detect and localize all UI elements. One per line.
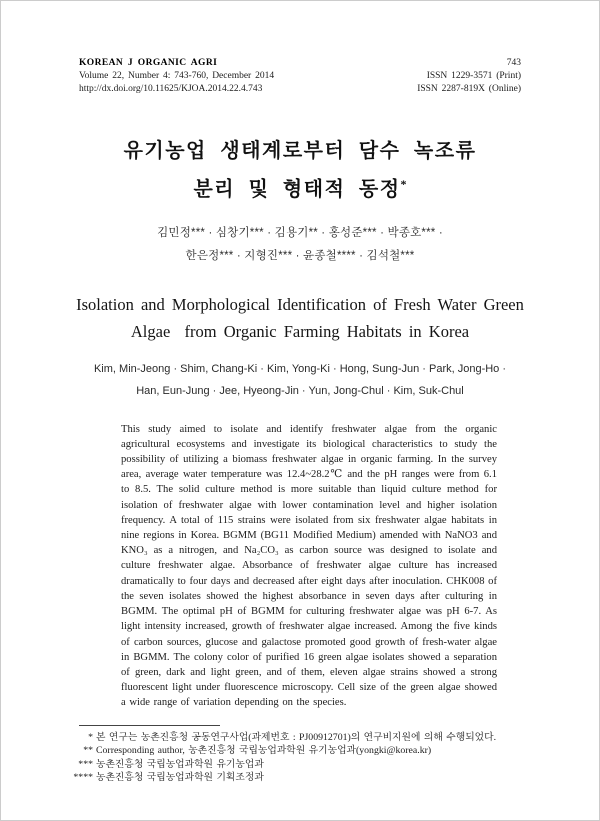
- doi-link: http://dx.doi.org/10.11625/KJOA.2014.22.4.743: [79, 84, 263, 94]
- page-number: 743: [506, 58, 521, 68]
- title-korean-line1: 유기농업 생태계로부터 담수 녹조류: [123, 140, 477, 162]
- footnotes: [67, 731, 544, 785]
- title-english-line1: Isolation and Morphological Identification of Fresh Water Green: [76, 294, 524, 314]
- title-footnote-mark: *: [400, 177, 407, 191]
- title-english: [1, 291, 599, 345]
- title-korean-line2-text: 분리 및 형태적 동정: [193, 178, 401, 201]
- authors-english-line2: Han, Eun-Jung · Jee, Hyeong-Jin · Yun, Jong-Chul · Kim, Suk-Chul: [136, 384, 464, 397]
- footnote-divider: [79, 725, 220, 726]
- footnote-text: 농촌진흥청 국립농업과학원 유기농업과: [96, 758, 264, 770]
- title-korean-line2: [1, 168, 599, 207]
- journal-header: [79, 57, 521, 96]
- issn-print: ISSN 1229-3571 (Print): [426, 71, 521, 81]
- footnote-text: 농촌진흥청 국립농업과학원 기획조정과: [96, 772, 264, 784]
- footnote-funding: [67, 731, 544, 745]
- footnote-corresponding-author: [67, 744, 544, 758]
- authors-korean-line2: 한은정*** · 지형진*** · 윤종철**** · 김석철***: [185, 249, 415, 262]
- authors-english-line1: Kim, Min-Jeong · Shim, Chang-Ki · Kim, Yong-Ki · Hong, Sung-Jun · Park, Jong-Ho ·: [93, 362, 507, 375]
- footnote-marker: ****: [73, 772, 93, 784]
- abstract-text: This study aimed to isolate and identify freshwater algae from the organic agricultural ecosystems and investigate its biological characteristics to study the possibility of utilizing a biomass freshwater algae in organic farming. In the survey area, average water temperature was 12.4~28.2℃ and the pH ranges were from 6.1 to 8.5. The solid culture method is more suitable than liquid culture method for isolation of freshwater algae with lower contamination level and higher isolation frequency. A total of 115 strains were isolated from six freshwater algae habitats in nine regions in Korea. BGMM (BG11 Modified Medium) amended with NaNO3 and KNO₃ as a nitrogen, and Na₂CO₃ as carbon source was designed to isolate and culture freshwater algae. Absorbance of freshwater algae culture has increased dramatically to four days and decreased after eight days after inoculation. CHK008 of the seven isolates showed the highest absorbance in seven days after culturing in BGMM. The optimal pH of BGMM for culturing freshwater algae was pH 6-7. As light intensity increased, growth of freshwater algae increased. Among the five kinds of carbon sources, glucose and galactose promoted good growth of fresh-water algae in BGMM. The colony color of purified 16 green algae isolates showed a separation of green, dark and light green, and of them, eleven algae strains showed a strong fluorescent light under fluorescence microscopy. Cell size of the green algae showed a wide range of variation depending on the species.: [121, 423, 497, 709]
- footnote-affiliation-1: [67, 758, 544, 772]
- footnote-marker: **: [83, 745, 93, 757]
- issn-online: ISSN 2287-819X (Online): [417, 84, 521, 94]
- title-english-line2: Algae from Organic Farming Habitats in Korea: [130, 321, 470, 341]
- journal-name: KOREAN J ORGANIC AGRI: [79, 58, 218, 68]
- authors-korean-line1: 김민정*** · 심창기*** · 김용기** · 홍성준*** · 박종호*** ·: [157, 226, 443, 239]
- authors-korean: [1, 222, 599, 268]
- footnote-text: 본 연구는 농촌진흥청 공동연구사업(과제번호 : PJ00912701)의 연구비지원에 의해 수행되었다.: [96, 731, 497, 743]
- footnote-marker: *: [88, 731, 93, 743]
- volume-line: Volume 22, Number 4: 743-760, December 2014: [79, 71, 275, 81]
- footnote-affiliation-2: [67, 771, 544, 785]
- issn-info: [417, 57, 521, 96]
- title-korean: [1, 135, 599, 207]
- journal-info: [79, 57, 274, 96]
- footnote-marker: ***: [78, 758, 93, 770]
- authors-english: [1, 358, 599, 402]
- footnote-text: Corresponding author, 농촌진흥청 국립농업과학원 유기농업과(yongki@korea.kr): [96, 745, 432, 757]
